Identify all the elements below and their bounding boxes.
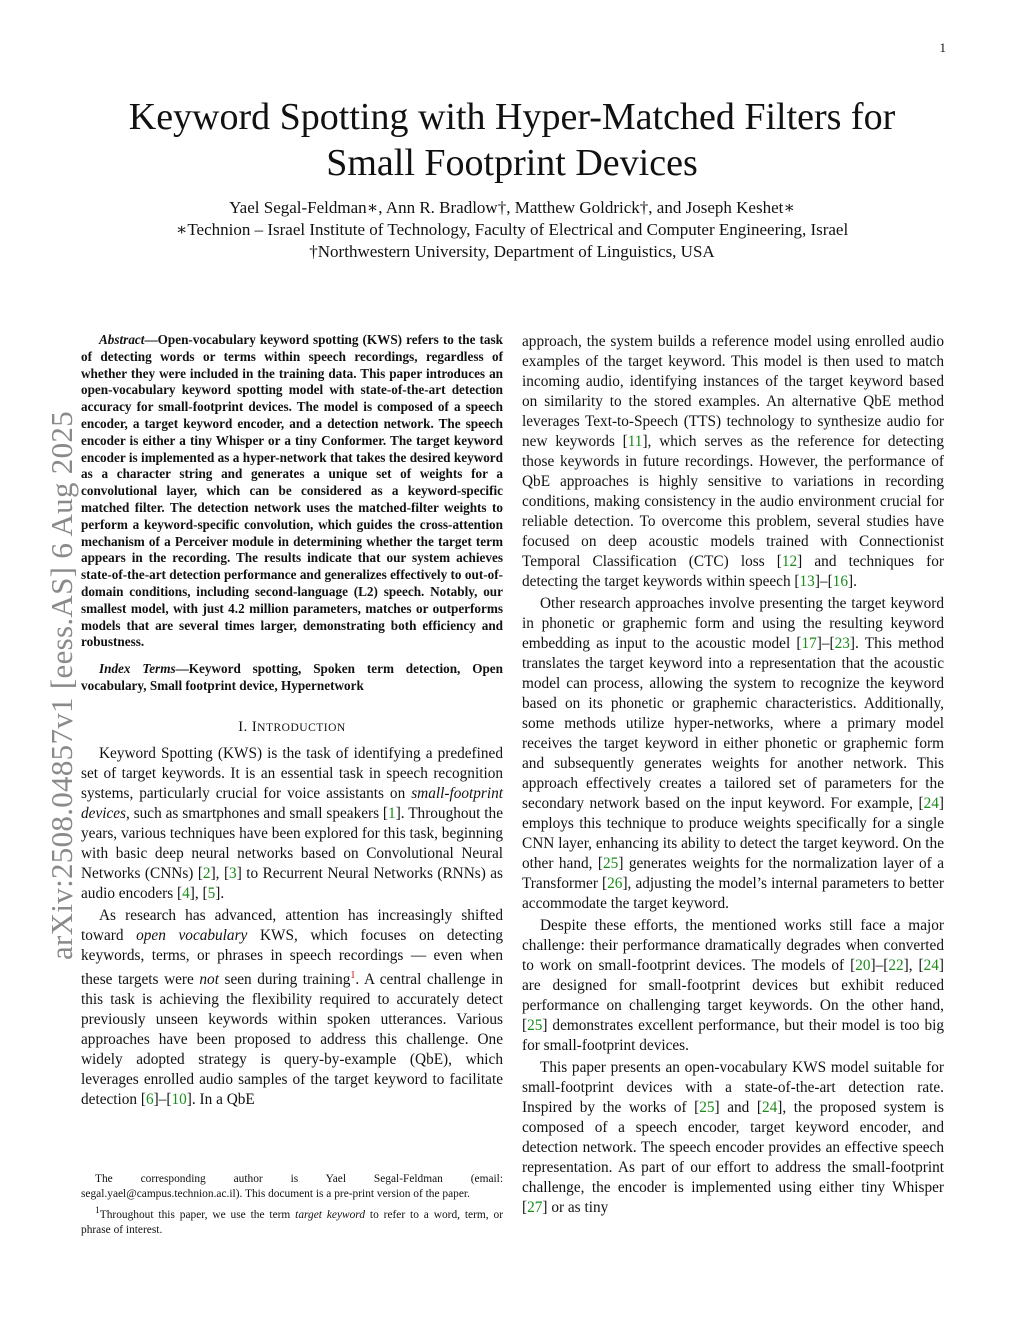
text-run-italic: not [199, 970, 219, 988]
text-run: ], which serves as the reference for detecting those keywords in future recordings. However, the performance of QbE approaches is highly sensitive to variations in recording conditions, making consistency in the audio environment crucial for reliable detection. To overcome this problem, several studies have focused on deep acoustic models trained with Connectionist Temporal Classification (CTC) loss [ [522, 433, 944, 570]
footnote-marker-link[interactable]: 1 [350, 969, 356, 981]
section-heading-introduction [81, 717, 503, 738]
text-run: approach, the system builds a reference model using enrolled audio examples of the target keyword. This model is then used to match incoming audio, identifying instances of the target keyword based on similarity to the stored examples. An alternative QbE method leverages Text-to-Speech (TTS) technology to synthesize audio for new keywords [ [522, 333, 944, 450]
index-terms-text: —Keyword spotting, Spoken term detection, Open vocabulary, Small footprint device, Hypernetwork [81, 661, 503, 693]
text-run: ]–[ [814, 573, 833, 590]
text-run: ] employs this technique to produce weights specifically for a single CNN layer, enhancing its ability to detect the target keyword. On the other hand, [ [522, 795, 944, 872]
text-run: . A central challenge in this task is achieving the flexibility required to accurately detect previously unseen keywords within spoken utterances. Various approaches have been proposed to address this challenge. One widely adopted strategy is query-by-example (QbE), which leverages enrolled audio samples of the target keyword to facilitate detection [ [81, 970, 504, 1108]
citation-link[interactable]: 24 [761, 1099, 778, 1116]
text-run: ], [ [903, 957, 924, 974]
text-run-italic: target keyword [295, 1208, 366, 1221]
section-title: NTRODUCTION [257, 721, 346, 734]
citation-link[interactable]: 1 [388, 804, 396, 822]
text-run: seen during training [218, 970, 351, 988]
citation-link[interactable]: 16 [832, 573, 848, 590]
text-run: ] demonstrates excellent performance, but their model is too big for small-footprint devices. [522, 1017, 944, 1054]
citation-link[interactable]: 24 [923, 957, 939, 974]
citation-link[interactable]: 12 [781, 553, 798, 570]
text-run: ] and techniques for detecting the target keywords within speech [ [522, 553, 944, 590]
citation-link[interactable]: 2 [202, 864, 211, 882]
section-numeral: I. I [238, 718, 258, 735]
citation-link[interactable]: 17 [801, 635, 817, 652]
footnote-number: 1 [95, 1206, 100, 1217]
intro-paragraph-1 [81, 744, 503, 904]
abstract-label: Abstract [99, 332, 145, 347]
text-run: ]–[ [870, 957, 889, 974]
text-run: ] are designed for small-footprint devices but exhibit reduced performance on challenging target keywords. On the other hand, [ [522, 957, 944, 1034]
text-run: ]. [847, 573, 857, 590]
text-run: ] to Recurrent Neural Networks (RNNs) as audio encoders [ [81, 864, 503, 902]
title-line-1: Keyword Spotting with Hyper-Matched Filters for [128, 96, 896, 138]
title-line-2: Small Footprint Devices [326, 142, 698, 184]
text-run: Keyword Spotting (KWS) is the task of identifying a predefined set of target keywords. It is an essential task in speech recognition systems, particularly crucial for voice assistants on [81, 744, 503, 802]
text-run: ]–[ [153, 1090, 172, 1108]
citation-link[interactable]: 25 [603, 855, 619, 872]
text-run: Despite these efforts, the mentioned works still face a major challenge: their performance dramatically degrades when converted to work on small-footprint devices. The models of [ [522, 917, 944, 974]
text-run: This paper presents an open-vocabulary KWS model suitable for small-footprint devices with a state-of-the-art detection rate. Inspired by the works of [ [522, 1059, 944, 1116]
intro-paragraph-2 [81, 906, 503, 1110]
citation-link[interactable]: 3 [229, 864, 237, 882]
left-column [81, 332, 503, 1110]
citation-link[interactable]: 24 [923, 795, 939, 812]
citation-link[interactable]: 23 [834, 635, 850, 652]
citation-link[interactable]: 11 [627, 433, 643, 450]
authors: Yael Segal-Feldman∗, Ann R. Bradlow†, Matthew Goldrick†, and Joseph Keshet∗ [229, 198, 795, 217]
citation-link[interactable]: 20 [855, 957, 871, 974]
text-run: ], adjusting the model’s internal parameters to better accommodate the target keyword. [522, 875, 945, 912]
citation-link[interactable]: 6 [145, 1090, 154, 1108]
paper-title [70, 94, 954, 186]
text-run: ], the proposed system is composed of a speech encoder, target keyword encoder, and detection network. The speech encoder provides an effective speech representation. As part of our effort to address the small-footprint challenge, the encoder is implemented using either tiny Whisper [ [522, 1099, 944, 1216]
footnotes [81, 1172, 503, 1240]
text-run-italic: open vocabulary [136, 926, 248, 944]
footnote-1 [81, 1204, 503, 1237]
text-run: ]. [215, 884, 225, 902]
citation-link[interactable]: 26 [607, 875, 623, 892]
abstract [81, 332, 503, 651]
text-run: to refer to a word, term, or phrase of interest. [81, 1208, 503, 1236]
affiliation-technion: ∗Technion – Israel Institute of Technology, Faculty of Electrical and Computer Engineering, Israel [175, 220, 849, 239]
text-run: , such as smartphones and small speakers [ [126, 804, 389, 822]
citation-link[interactable]: 10 [171, 1090, 187, 1108]
author-block [70, 197, 954, 263]
text-run-italic: small-footprint devices [81, 784, 503, 822]
text-run: ] generates weights for the normalization layer of a Transformer [ [522, 855, 945, 892]
right-paragraph-3 [522, 916, 944, 1056]
text-run: ] or as tiny [542, 1199, 609, 1216]
abstract-text: —Open-vocabulary keyword spotting (KWS) refers to the task of detecting words or terms within speech recordings, regardless of whether they were included in the training data. This paper introduces an open-vocabulary keyword spotting model with state-of-the-art detection accuracy for small-footprint devices. The model is composed of a speech encoder, a target keyword encoder, and a detection network. The speech encoder is either a tiny Whisper or a tiny Conformer. The target keyword encoder is implemented as a hyper-network that takes the desired keyword as a character string and generates a unique set of weights for a convolutional layer, which can be considered as a keyword-specific matched filter. The detection network uses the matched-filter weights to perform a keyword-specific convolution, which guides the cross-attention mechanism of a Perceiver module in determining whether the target term appears in the recording. The results indicate that our system achieves state-of-the-art detection performance and generalizes effectively to out-of-domain conditions, including second-language (L2) speech. Notably, our smallest model, with just 4.2 million parameters, matches or outperforms models that are several times larger, demonstrating both efficiency and robustness. [81, 332, 503, 650]
affiliation-northwestern: †Northwestern University, Department of Linguistics, USA [309, 242, 715, 261]
text-run: Throughout this paper, we use the term [99, 1208, 296, 1221]
right-paragraph-4 [522, 1058, 944, 1218]
index-terms [81, 661, 503, 695]
index-terms-label: Index Terms [99, 661, 176, 677]
arxiv-stamp: arXiv:2508.04857v1 [eess.AS] 6 Aug 2025 [44, 411, 79, 960]
text-run: ]. In a QbE [186, 1090, 255, 1108]
text-run: KWS, which focuses on detecting keywords, terms, or phrases in speech recordings — even when these targets were [81, 926, 503, 988]
footnote-corresponding-author: The corresponding author is Yael Segal-Feldman (email: segal.yael@campus.technion.ac.il). This document is a pre-print version of the paper. [81, 1173, 503, 1200]
text-run: ] and [ [714, 1099, 762, 1116]
citation-link[interactable]: 27 [527, 1199, 543, 1216]
right-column [522, 332, 944, 1218]
citation-link[interactable]: 13 [799, 573, 815, 590]
citation-link[interactable]: 22 [888, 957, 904, 974]
citation-link[interactable]: 25 [699, 1099, 715, 1116]
page-number: 1 [939, 40, 946, 55]
text-run: ]. This method translates the target keyword into a representation that the acoustic model can process, allowing the system to recognize the keyword based on its phonetic or graphemic characteristics. Additionally, some methods utilize hyper-networks, where a primary model receives the target keyword in either phonetic or graphemic form and subsequently generates weights for another network. This approach effectively creates a tailored set of parameters for the secondary network based on the input keyword. For example, [ [522, 635, 944, 812]
text-run: ], [ [189, 884, 208, 902]
text-run: As research has advanced, attention has increasingly shifted toward [81, 906, 503, 944]
citation-link[interactable]: 5 [207, 884, 216, 902]
citation-link[interactable]: 25 [527, 1017, 543, 1034]
text-run: Other research approaches involve presenting the target keyword in phonetic or graphemic form and using the resulting keyword embedding as input to the acoustic model [ [522, 595, 944, 652]
citation-link[interactable]: 4 [182, 884, 190, 902]
text-run: ], [ [210, 864, 230, 882]
text-run: ]. Throughout the years, various techniques have been explored for this task, beginning with basic deep neural networks based on Convolutional Neural Networks (CNNs) [ [81, 804, 503, 882]
text-run: ]–[ [816, 635, 835, 652]
right-paragraph-2 [522, 594, 944, 914]
right-paragraph-1 [522, 332, 944, 592]
